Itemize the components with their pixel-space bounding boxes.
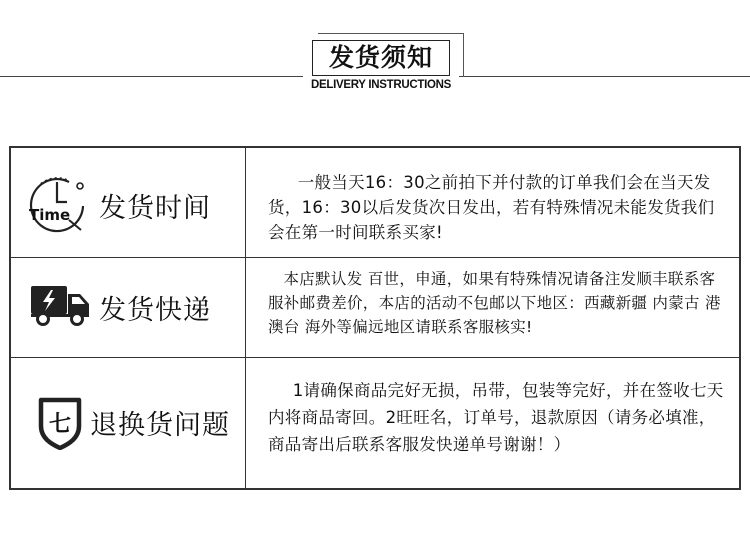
- label-cell: [11, 148, 246, 257]
- label-cell: [11, 258, 246, 357]
- content-cell: [246, 148, 739, 257]
- row-description: 1请确保商品完好无损，吊带，包装等完好，并在签收七天内将商品寄回。2旺旺名，订单号，退款原因（请务必填准，商品寄出后联系客服发快递单号谢谢！）: [268, 381, 724, 454]
- header-divider-right: [459, 76, 750, 77]
- row-description: 一般当天16：30之前拍下并付款的订单我们会在当天发货，16：30以后发货次日发出，若有特殊情况未能发货我们会在第一时间联系买家!: [268, 173, 715, 242]
- label-cell: [11, 358, 246, 488]
- seven-day-return-shield-icon: [37, 396, 83, 450]
- row-label: 退换货问题: [90, 410, 230, 441]
- table-row-delivery-time: [11, 148, 739, 258]
- content-cell: [246, 258, 739, 357]
- shield-caption: 七: [48, 412, 72, 437]
- delivery-info-table: [9, 146, 741, 490]
- row-label: 发货时间: [99, 193, 211, 224]
- header-divider-left: [0, 76, 303, 77]
- clock-time-icon: [25, 172, 95, 234]
- content-cell: [246, 358, 739, 488]
- page-subtitle: DELIVERY INSTRUCTIONS: [310, 79, 452, 91]
- row-description: 本店默认发 百世，申通，如果有特殊情况请备注发顺丰联系客服补邮费差价，本店的活动不包邮以下地区：西藏新疆 内蒙古 港澳台 海外等偏远地区请联系客服核实!: [268, 270, 721, 336]
- row-label: 发货快递: [99, 295, 211, 326]
- clock-caption: Time: [29, 206, 71, 224]
- page-title: 发货须知: [328, 43, 433, 72]
- delivery-truck-icon: [30, 284, 92, 326]
- table-row-returns: [11, 358, 739, 488]
- table-row-courier: [11, 258, 739, 358]
